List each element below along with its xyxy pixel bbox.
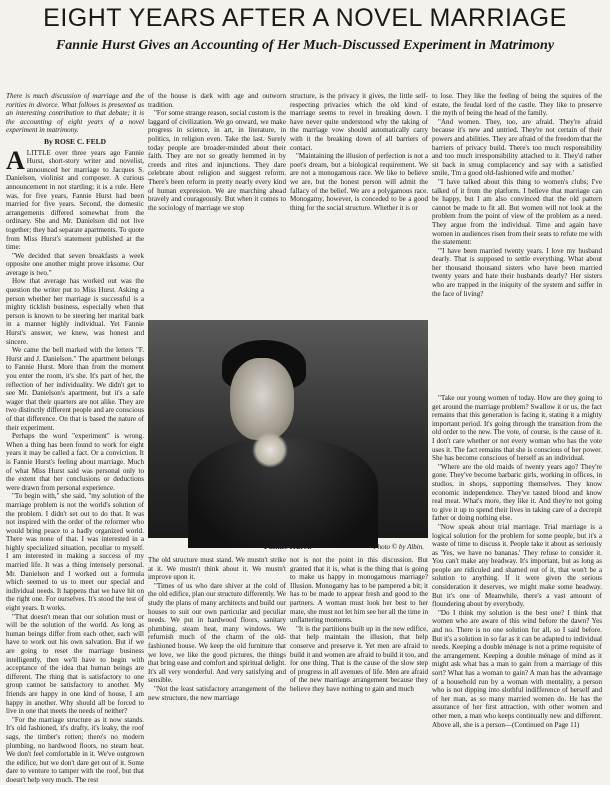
paragraph: "That doesn't mean that our solution must or will be the solution of the world. As long as human beings differ from each other, each will have to work out his own salvation. But if we are going to reset the marriage business intelligently, then we'll have to begin with acceptance of the idea that human beings are different. The thing that is satisfactory to one group cannot be satisfactory to another. My friends are happy in one kind of house, I am happy in another. Why should all be forced to live in one that meets the needs of neither? [6, 612, 144, 716]
paragraph: "For the marriage structure as it now stands. It's old fashioned, it's drafty, it's leaky, the roof sags, the timber's rotten; there's no modern plumbing, no hardwood floors, no steam heat. We don't feel comfortable in it. We've outgrown the edifice, but we don't dare get out of it. Some dare to venture to tamper with the roof, but that doesn't help very much. The rest [6, 715, 144, 784]
paragraph: "'I have been married twenty years. I love my husband dearly. That is supposed to settle everything. What about her thousand thousand sisters who have been married twenty years and hate their husbands dearly? Her sisters who are trapped in the iniquity of the system and suffer in the face of living? [432, 246, 602, 298]
paragraph: not is not the point in this discussion. But granted that it is, what is the thing that is going to make us happy in monogamous marriage? Illusion. Monogamy has to be pampered a bit; it has to be made to appear fresh and good to the partners. A woman must look her best to her mate, she must not let him see her all the time in unflattering moments. [290, 556, 428, 625]
byline: By ROSE C. FELD [43, 136, 107, 146]
paragraph: "Where are the old maids of twenty years ago? They're gone. They've become barbaric girls, working in offices, in studios, in shops, supporting themselves. They know economic independence. They've tasted blood and know real meat. What's more, they like it. And they're not going to give it up to spend their lives in taking care of a decrepit father or doing nothing else. [432, 462, 602, 523]
paragraph: "Take our young women of today. How are they going to get around the marriage problem? Swallow it or us, the fact remains that this generation is facing it, stating it a mighty important period. It's going through the transition from the old order to the new. The vote, of course, is the cause of it. I don't care whether or not every woman who has the vote uses it. The fact remains that she is conscious of her power. She has become conscious of herself as an individual. [432, 394, 602, 463]
paragraph: "Maintaining the illusion of perfection is not a poet's dream, but a biological requirement. We are not a monogamous race. We like to believe we are, but the honest person will admit the fallacy of the belief. We are a polygamous race. Monogamy, however, is conceded to be a good thing for the social structure. Whether it is or [290, 152, 428, 212]
article-column-2-lower [148, 556, 286, 702]
paragraph: "And women. They, too, are afraid. They're afraid because it's new and untried. They're not certain of their powers and abilities. They are afraid of the freedom that the barriers of privacy build. There's too much responsibility and too much irresponsibility attached to it. They'd rather sit back in smug complacency and say with a satisfied smile, 'I'm a good old-fashioned wife and mother.' [432, 117, 602, 178]
paragraph: structure, is the privacy it gives, the little self-respecting privacies which the old kind of marriage seems to revel in breaking down. I have never quite understood why the taking of the marriage vow should automatically carry with it the breaking down of all barriers of contact. [290, 92, 428, 152]
paragraph: "To begin with," she said, "my solution of the marriage problem is not the world's solution of the problem. I didn't set out to do that. It was not inspired with the order of the reformer who would bring peace to a badly organized world. There was none of that. I was interested in a highly specialized situation, peculiar to myself. I am interested in making a success of my married life. It was a thing intensely personal. Mr. Danielson and I worked out a formula which seemed to us to meet our special and individual needs. It happens that we have hit on the right one. For ourselves. It's stood the test of eight years. It works. [6, 492, 144, 613]
paragraph: We came the bell marked with the letters "F. Hurst and J. Danielson." The apartment belongs to Fannie Hurst. More than from the moment you enter the room, it's she. It's part of her, the reflection of her individuality. We didn't get to see Mr. Danielson's apartment, but it's a safe wager that their quarters are not alike. They are two distinctly different people and are conscious of that difference. On that is based the nature of their experiment. [6, 346, 144, 432]
paragraph: "Do I think my solution is the best one? I think that women who are aware of this wind before the dawn? Yes and no. There is no one solution for all, so I said before. But it's a solution in so far as it can be adapted to individual needs. Keeping a double ménage is not a prime requisite of the arrangement. Keeping a double ménage of mind as it might ask what has a man to gain from a marriage of this sort? What has a woman to gain? A man has the advantage of a household run by a woman with mentality, a person who is not dipping into slothful indifference of herself and of her man, as so many married women do. He has the assurance of her first attraction, with other women and other men, a man who keeps continually new and different. Above all, she is a person—(Continued on Page 11) [432, 608, 602, 729]
photo-figure-face [230, 358, 294, 440]
paragraph: "I have talked about this thing to women's clubs; I've talked of it from the platform. I believe that marriage can be happy, but I am also convinced that the old pattern cannot be made to fit all. But women will not look at the problem from the point of view of the problem as a need. They argue from the individual. Time and again have women in audiences risen from their seats to refute me with the statement: [432, 177, 602, 247]
paragraph: "Times of us who dare shiver at the cold of the old edifice, plan our structure differently. We study the plans of many architects and build our houses to suit our own particular and peculiar needs. We put in hardwood floors, sanitary plumbing, steam heat, many windows. We refurnish much of the charm of the old-fashioned house. We keep the old furniture that we love, we like the good pictures, the things that bring ease and comfort and spiritual delight. It's all very wonderful. And very satisfying and sensible. [148, 581, 286, 685]
headline: EIGHT YEARS AFTER A NOVEL MARRIAGE [43, 4, 567, 32]
article-column-1 [6, 92, 144, 784]
paragraph: "Now speak about trial marriage. Trial marriage is a logical solution for the problem for some people, but it's a waste of time to discuss it. People take it about as seriously as 'Yes, we have no bananas.' They refuse to consider it. You can't make any headway. It's important, but as long as people are ridiculed and shamed out of it, that won't be a solution to anything. If it were given the serious consideration it deserves, we might make some headway. But it's one of Meanwhile, there's a vast amount of floundering about by everybody. [432, 522, 602, 609]
paragraph: Perhaps the word "experiment" is wrong. When a thing has been found to work for eight years it may be called a fact. Or a conviction. It is Fannie Hurst's feeling about marriage. Much of what Miss Hurst said was personal only to the extent that her conclusions or deductions were drawn from personal experience. [6, 432, 144, 492]
paragraph: The old structure must stand. We mustn't strike at it. We mustn't think about it. We mustn't improve upon it. [148, 556, 286, 582]
paragraph: LITTLE over three years ago Fannie Hurst, short-story writer and novelist, announced her marriage to Jacques S. Danielson, violinist and composer. A curious announcement in not startling; it is a rule. Here was, for five years, Fannie Hurst had been married for five years. Second, the domestic arrangements differed somewhat from the ordinary. She and Mr. Danielson did not live together; they had separate apartments. To quote from Miss Hurst's statement published at the time: [6, 148, 144, 252]
article-column-3-lower [290, 556, 428, 693]
paragraph: of the house is dark with age and outworn tradition. [148, 92, 286, 109]
subheadline: Fannie Hurst Gives an Accounting of Her Much-Discussed Experiment in Matrimony [55, 38, 555, 53]
article-column-3 [290, 92, 428, 317]
article-column-4 [432, 92, 602, 350]
paragraph: "Not the least satisfactory arrangement of the new structure, the new marriage [148, 684, 286, 702]
portrait-photo [148, 320, 428, 538]
drop-cap: A [6, 145, 25, 175]
photo-caption: Fannie Hurst. [264, 542, 312, 551]
paragraph: How that average has worked out was the question the writer put to Miss Hurst. Asking a person whether her marriage is successful is a mighty ticklish business, especially when that person is known to be steering her marital bark in a manner highly individual. Yet Fannie Hurst's answer, we knew, was honest and sincere. [6, 277, 144, 346]
article-column-4-lower [432, 394, 602, 729]
intro-text: There is much discussion of marriage and the rorities in divorce. What follows is presented as an interesting contribution to that debate; it is the accounting of eight years of a novel experiment in matrimony. [6, 92, 144, 135]
paragraph: "We decided that seven breakfasts a week opposite one another might prove irksome. Our average is two." [6, 251, 144, 277]
article-column-2 [148, 92, 286, 317]
photo-credit: Photo © by Albin. [373, 543, 424, 551]
photo-corsage [252, 432, 288, 468]
paragraph: "It is the partitions built up in the new edifice, that help maintain the illusion, that help conserve and preserve it. Yet men are afraid to build it and women are afraid to build it too, and for one thing. That is the cause of the slow step of progress in all avenues of life. Men are afraid of the new marriage arrangement because they believe they have nothing to gain and much [290, 624, 428, 693]
paragraph: to lose. They like the feeling of being the squires of the estate, the feudal lord of the castle. They like to preserve the myth of being the head of the family. [432, 92, 602, 118]
paragraph: "For some strange reason, social custom is the laggard of civilization. We go onward, we make progress in science, in art, in literature, in politics, in religion even. Take the last. Surely today people are broader-minded about their faith. They are not so greatly hemmed in by creeds and rites and injunctions. They dare celebrate about religion and suggest reform. There's been reform in pretty nearly every kind of human expression. We are marching ahead bravely and courageously. But when it comes to the sociology of marriage we stop [148, 109, 286, 212]
